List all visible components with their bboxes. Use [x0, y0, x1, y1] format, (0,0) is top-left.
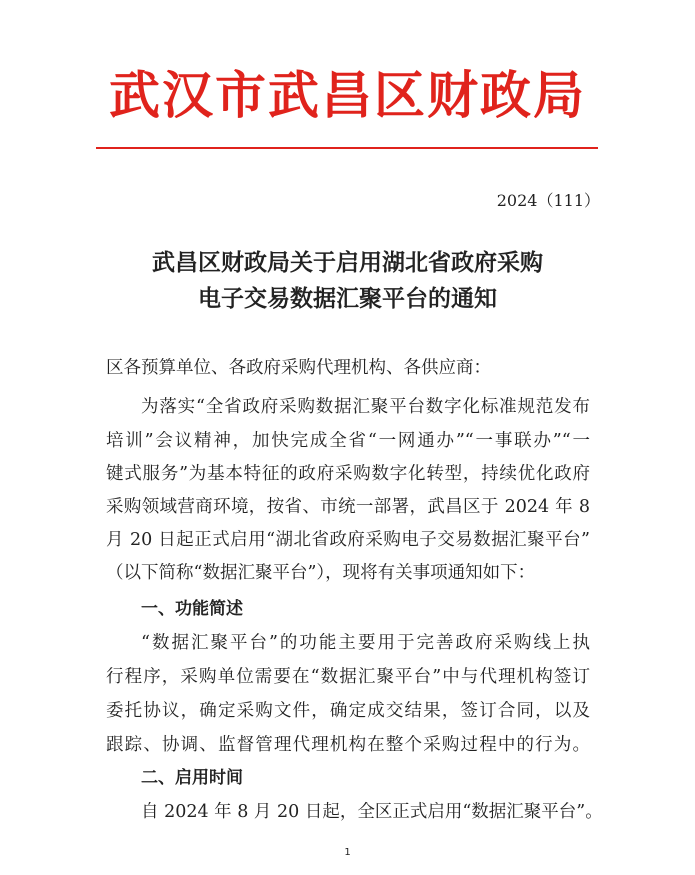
section-heading-start-date: 二、启用时间 — [141, 768, 243, 788]
intro-paragraph-line: 为落实“全省政府采购数据汇聚平台数字化标准规范发布 — [141, 397, 590, 417]
intro-paragraph-line: 月 20 日起正式启用“湖北省政府采购电子交易数据汇聚平台” — [106, 530, 590, 550]
section1-paragraph-line: 委托协议，确定采购文件，确定成交结果，签订合同，以及 — [106, 701, 590, 721]
section2-paragraph-line: 自 2024 年 8 月 20 日起，全区正式启用“数据汇聚平台”。 — [141, 802, 603, 822]
salutation: 区各预算单位、各政府采购代理机构、各供应商： — [106, 358, 491, 378]
section1-paragraph-line: “数据汇聚平台”的功能主要用于完善政府采购线上执 — [141, 633, 590, 653]
header-red-rule — [96, 147, 598, 149]
page-number: 1 — [344, 847, 351, 858]
agency-header: 武汉市武昌区财政局 — [108, 67, 586, 126]
document-number: 2024（111） — [496, 191, 600, 210]
section-heading-functions: 一、功能简述 — [141, 599, 243, 619]
document-title-line-1: 武昌区财政局关于启用湖北省政府采购 — [152, 249, 543, 276]
intro-paragraph-line: （以下简称“数据汇聚平台”），现将有关事项通知如下： — [106, 563, 536, 583]
intro-paragraph-line: 培训”会议精神，加快完成全省“一网通办”“一事联办”“一 — [106, 431, 590, 451]
document-title-line-2: 电子交易数据汇聚平台的通知 — [198, 285, 497, 312]
section1-paragraph-line: 跟踪、协调、监督管理代理机构在整个采购过程中的行为。 — [106, 735, 590, 755]
intro-paragraph-line: 采购领域营商环境，按省、市统一部署，武昌区于 2024 年 8 — [106, 497, 590, 517]
intro-paragraph-line: 键式服务”为基本特征的政府采购数字化转型，持续优化政府 — [106, 464, 590, 484]
section1-paragraph-line: 行程序，采购单位需要在“数据汇聚平台”中与代理机构签订 — [106, 667, 590, 687]
